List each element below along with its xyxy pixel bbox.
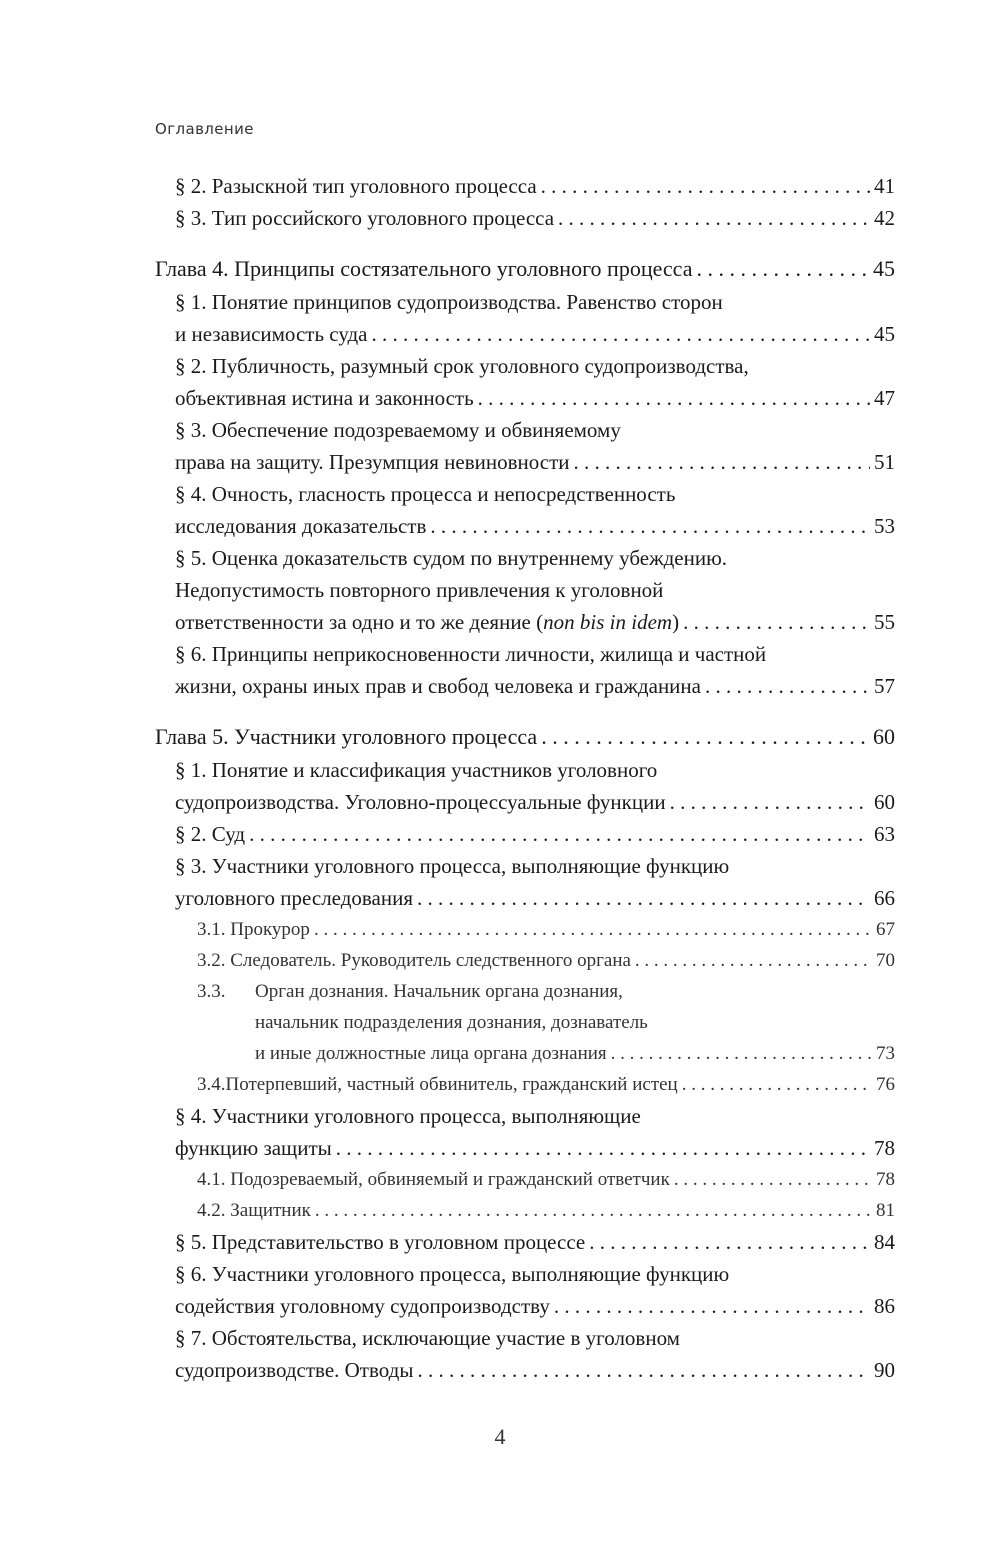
toc-page-number: 45 [873, 256, 895, 281]
toc-page-number: 70 [876, 950, 895, 971]
toc-entry-title-cont: Недопустимость повторного привлечения к уголовной [175, 578, 664, 602]
toc-entry-title: § 4. Очность, гласность процесса и непосредственность [175, 482, 676, 506]
toc-subentry[interactable] [197, 914, 895, 945]
toc-subentry[interactable] [197, 1164, 895, 1195]
toc-entry[interactable] [175, 170, 895, 202]
dot-leader [315, 1195, 872, 1226]
dot-leader [558, 202, 870, 234]
toc-entry-title: § 6. Участники уголовного процесса, выполняющие функцию [175, 1262, 730, 1286]
dot-leader [249, 818, 870, 850]
toc-entry-title-cont: судопроизводства. Уголовно-процессуальные функции [175, 790, 666, 814]
toc-page-number: 73 [876, 1043, 895, 1064]
toc-subentry[interactable] [197, 976, 895, 1069]
dot-leader [336, 1132, 870, 1164]
dot-leader [589, 1226, 870, 1258]
toc-page-number: 45 [874, 322, 895, 346]
table-of-contents [155, 170, 895, 1386]
toc-entry[interactable] [175, 850, 895, 914]
toc-entry[interactable] [175, 1226, 895, 1258]
toc-entry-title: § 2. Разыскной тип уголовного процесса [175, 174, 537, 198]
toc-entry-title-cont: функцию защиты [175, 1136, 332, 1160]
toc-page-number: 76 [876, 1074, 895, 1095]
toc-chapter-entry[interactable] [155, 252, 895, 286]
toc-entry-title: § 7. Обстоятельства, исключающие участие в уголовном [175, 1326, 680, 1350]
toc-entry-title: § 3. Участники уголовного процесса, выполняющие функцию [175, 854, 730, 878]
dot-leader [554, 1290, 870, 1322]
toc-entry-title: § 1. Понятие и классификация участников уголовного [175, 758, 658, 782]
toc-page-number: 63 [874, 822, 895, 846]
toc-entry-title: § 3. Тип российского уголовного процесса [175, 206, 555, 230]
dot-leader [635, 945, 872, 976]
toc-page-number: 60 [874, 790, 895, 814]
dot-leader [430, 510, 870, 542]
dot-leader [417, 1354, 870, 1386]
dot-leader [574, 446, 871, 478]
toc-entry[interactable] [175, 1322, 895, 1386]
toc-subentry[interactable] [197, 945, 895, 976]
toc-subentry-title: 3.4.Потерпевший, частный обвинитель, гражданский истец [197, 1074, 678, 1095]
dot-leader [611, 1038, 872, 1069]
toc-entry[interactable] [175, 754, 895, 818]
toc-entry-title-cont [175, 606, 679, 638]
toc-entry[interactable] [175, 414, 895, 478]
toc-page-number: 42 [874, 206, 895, 230]
toc-entry-text: ответственности за одно и то же деяние ( [175, 610, 544, 634]
dot-leader [670, 786, 870, 818]
toc-page-number: 51 [874, 450, 895, 474]
toc-page-number: 78 [874, 1136, 895, 1160]
toc-entry-title: § 1. Понятие принципов судопроизводства. Равенство сторон [175, 290, 723, 314]
toc-subentry-title: Орган дознания. Начальник органа дознания, [255, 981, 623, 1002]
toc-subentry-title: 3.2. Следователь. Руководитель следственного органа [197, 950, 631, 971]
toc-entry-title-cont: права на защиту. Презумпция невиновности [175, 450, 570, 474]
toc-entry[interactable] [175, 478, 895, 542]
dot-leader [541, 720, 869, 754]
dot-leader [696, 252, 869, 286]
toc-subentry-title: 4.2. Защитник [197, 1200, 311, 1221]
toc-entry-title: § 3. Обеспечение подозреваемому и обвиняемому [175, 418, 621, 442]
toc-entry-title-cont: содействия уголовному судопроизводству [175, 1294, 550, 1318]
toc-subentry-title: 3.1. Прокурор [197, 919, 310, 940]
toc-entry[interactable] [175, 202, 895, 234]
dot-leader [314, 914, 872, 945]
toc-page-number: 57 [874, 674, 895, 698]
toc-chapter-title: Глава 4. Принципы состязательного уголовного процесса [155, 256, 693, 281]
dot-leader [674, 1164, 872, 1195]
dot-leader [541, 170, 870, 202]
toc-entry-title-cont: и независимость суда [175, 322, 368, 346]
toc-page-number: 81 [876, 1200, 895, 1221]
page-number: 4 [494, 1424, 506, 1449]
toc-entry-title-cont: уголовного преследования [175, 886, 413, 910]
toc-page-number: 41 [874, 174, 895, 198]
toc-page-number: 47 [874, 386, 895, 410]
toc-entry-title-cont: исследования доказательств [175, 514, 427, 538]
toc-entry-title: § 2. Публичность, разумный срок уголовного судопроизводства, [175, 354, 749, 378]
toc-entry[interactable] [175, 638, 895, 702]
toc-entry-title: § 5. Оценка доказательств судом по внутреннему убеждению. [175, 546, 728, 570]
toc-entry-title-cont: жизни, охраны иных прав и свобод человека и гражданина [175, 674, 701, 698]
toc-entry[interactable] [175, 818, 895, 850]
toc-subentry-number: 3.3. [197, 981, 226, 1002]
toc-subentry-title-cont: начальник подразделения дознания, дознаватель [255, 1012, 648, 1033]
dot-leader [682, 1069, 872, 1100]
toc-entry-text: ) [672, 610, 680, 634]
dot-leader [705, 670, 870, 702]
toc-page-number: 86 [874, 1294, 895, 1318]
toc-page-number: 67 [876, 919, 895, 940]
dot-leader [683, 606, 870, 638]
toc-entry[interactable] [175, 1100, 895, 1164]
toc-entry[interactable] [175, 350, 895, 414]
toc-entry[interactable] [175, 286, 895, 350]
toc-entry-title: § 4. Участники уголовного процесса, выполняющие [175, 1104, 641, 1128]
toc-page-number: 78 [876, 1169, 895, 1190]
running-head: Оглавление [155, 120, 254, 138]
toc-subentry-title-cont: и иные должностные лица органа дознания [255, 1043, 607, 1064]
toc-entry[interactable] [175, 1258, 895, 1322]
toc-page-number: 66 [874, 886, 895, 910]
toc-entry-title-cont: объективная истина и законность [175, 386, 474, 410]
toc-page-number: 90 [874, 1358, 895, 1382]
toc-subentry-title: 4.1. Подозреваемый, обвиняемый и гражданский ответчик [197, 1169, 670, 1190]
toc-entry-title: § 5. Представительство в уголовном процессе [175, 1230, 586, 1254]
dot-leader [478, 382, 870, 414]
toc-entry-title-cont: судопроизводстве. Отводы [175, 1358, 414, 1382]
toc-page-number: 60 [873, 724, 895, 749]
toc-entry[interactable] [175, 542, 895, 638]
toc-chapter-title: Глава 5. Участники уголовного процесса [155, 724, 538, 749]
latin-phrase: non bis in idem [543, 610, 673, 634]
toc-entry-title: § 2. Суд [175, 822, 246, 846]
toc-page-number: 55 [874, 610, 895, 634]
dot-leader [417, 882, 870, 914]
toc-page-number: 53 [874, 514, 895, 538]
toc-chapter-entry[interactable] [155, 720, 895, 754]
dot-leader [372, 318, 871, 350]
toc-entry-title: § 6. Принципы неприкосновенности личности, жилища и частной [175, 642, 767, 666]
toc-page-number: 84 [874, 1230, 895, 1254]
toc-subentry[interactable] [197, 1069, 895, 1100]
toc-subentry[interactable] [197, 1195, 895, 1226]
